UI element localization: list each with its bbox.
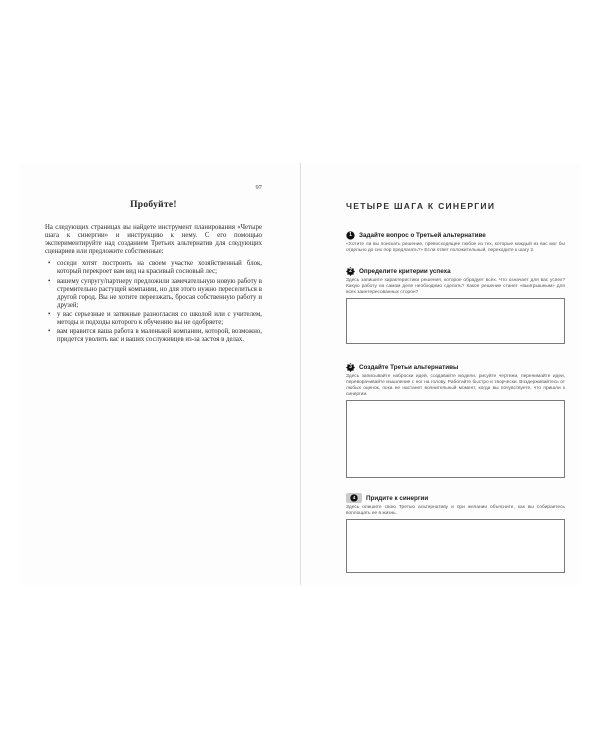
list-item: • вашему супругу/партнеру предложили замечательную новую работу в стремительно растущей компании, но для этого нужно переселиться в другой город. Вы не хотите переезжать, бросая собственную работу и друзей; [45,278,262,310]
step-2-answer-box [346,298,565,344]
step-2-gear-icon: 2 [346,267,355,276]
step-2-title: Определите критерии успеха [359,268,451,275]
step-2-description: Здесь запишите характеристики решения, которое обрадует всех. Что означает для вас успех? Какую работу на самом деле необходимо сделать? Какое решение станет «выигрышным» для всех заинтересованных сторон? [346,278,565,295]
step-4-title: Придите к синергии [366,494,429,502]
book-spread [20,163,580,585]
step-1-description: «Хотите ли вы поискать решение, превосходящее любое из тех, которые каждый из вас мог бы отдельно до сих пор предлагать?» Если ответ положительный, переходите к шагу 2. [346,242,565,253]
list-item: • соседи хотят построить на своем участке хозяйственный блок, который перекроет вам вид на красивый сосновый лес; [45,260,262,276]
step-3-gear-icon: 3 [346,363,355,372]
step-3-description: Здесь записывайте наброски идей, создавайте модели, рисуйте чертежи, перенимайте идеи, переворачивайте мышление с ног на голову. Работайте быстро и творчески. Воздерживайтесь от любых оценок, пока не настанет волнительный момент, когда вы почувствуете, что пришли к синергии. [346,374,565,397]
step-3-title: Создайте Третьи альтернативы [359,364,459,371]
list-item: • вам нравится ваша работа в маленькой компании, которой, возможно, придется уволить вас и ваших сослуживцев из-за застоя в делах. [45,328,262,344]
step-4 [346,493,565,573]
left-page [20,163,300,585]
step-4-answer-box [346,519,565,573]
intro-paragraph: На следующих страницах вы найдете инструмент планирования «Четыре шага к синергии» и инструкцию к нему. С его помощью экспериментируйте над созданием Третьих альтернатив для следующих сценариев или предложите собственные: [45,224,262,256]
step-1-title: Задайте вопрос о Третьей альтернативе [359,232,486,239]
step-1-number-icon: 1 [346,231,355,240]
worksheet-title: ЧЕТЫРЕ ШАГА К СИНЕРГИИ [346,201,496,211]
step-3 [346,363,565,478]
list-item: • у вас серьезные и затяжные разногласия со школой или с учителем, методы и подходы которого к обучению вы не одобряете; [45,311,262,327]
page-title: Пробуйте! [130,200,177,210]
step-1 [346,231,565,254]
page-number: 97 [255,184,262,191]
right-page [300,163,580,585]
scenario-list [45,260,262,344]
step-4-target-icon: 4 [346,493,362,503]
step-4-description: Здесь опишите свою Третью альтернативу и при желании объясните, как вы собираетесь воплощать ее в жизнь. [346,505,565,516]
step-2 [346,267,565,344]
step-3-answer-box [346,400,565,478]
